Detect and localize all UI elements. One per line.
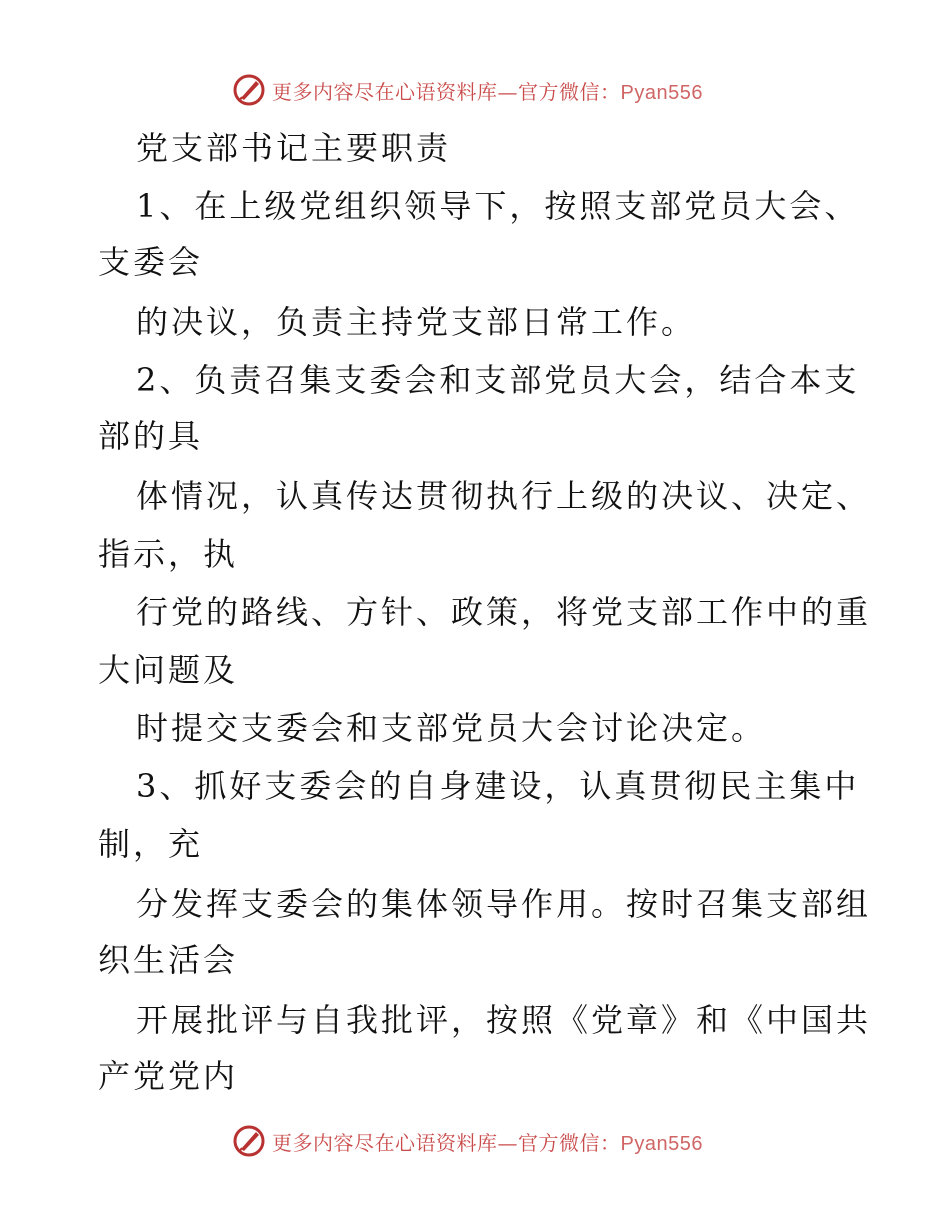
text-line: 3、抓好支委会的自身建设，认真贯彻民主集中 [136, 767, 860, 805]
footer-banner [232, 1124, 712, 1158]
wechat-id: Pyan556 [620, 81, 703, 104]
text-line: 开展批评与自我批评，按照《党章》和《中国共 [136, 1001, 872, 1039]
text-line: 的决议，负责主持党支部日常工作。 [136, 303, 697, 341]
header-banner [232, 73, 712, 107]
text-line: 支委会 [98, 243, 204, 281]
banner-text: 更多内容尽在心语资料库—官方微信：Pyan556 [272, 79, 703, 104]
quill-logo-icon [232, 1124, 266, 1158]
text-line: 大问题及 [98, 651, 239, 689]
text-line: 指示，执 [98, 535, 239, 573]
document-title: 党支部书记主要职责 [136, 129, 452, 167]
text-line: 织生活会 [98, 941, 239, 979]
text-line: 分发挥支委会的集体领导作用。按时召集支部组 [136, 885, 872, 923]
quill-logo-icon [232, 73, 266, 107]
text-line: 体情况，认真传达贯彻执行上级的决议、决定、 [136, 477, 872, 515]
banner-text: 更多内容尽在心语资料库—官方微信：Pyan556 [272, 1130, 703, 1155]
text-line: 部的具 [98, 417, 204, 455]
text-line: 制，充 [98, 825, 204, 863]
text-line: 2、负责召集支委会和支部党员大会，结合本支 [136, 361, 860, 399]
text-line: 1、在上级党组织领导下，按照支部党员大会、 [136, 187, 860, 225]
text-line: 时提交支委会和支部党员大会讨论决定。 [136, 709, 767, 747]
text-line: 行党的路线、方针、政策，将党支部工作中的重 [136, 593, 872, 631]
wechat-id: Pyan556 [620, 1132, 703, 1155]
text-line: 产党党内 [98, 1057, 239, 1095]
